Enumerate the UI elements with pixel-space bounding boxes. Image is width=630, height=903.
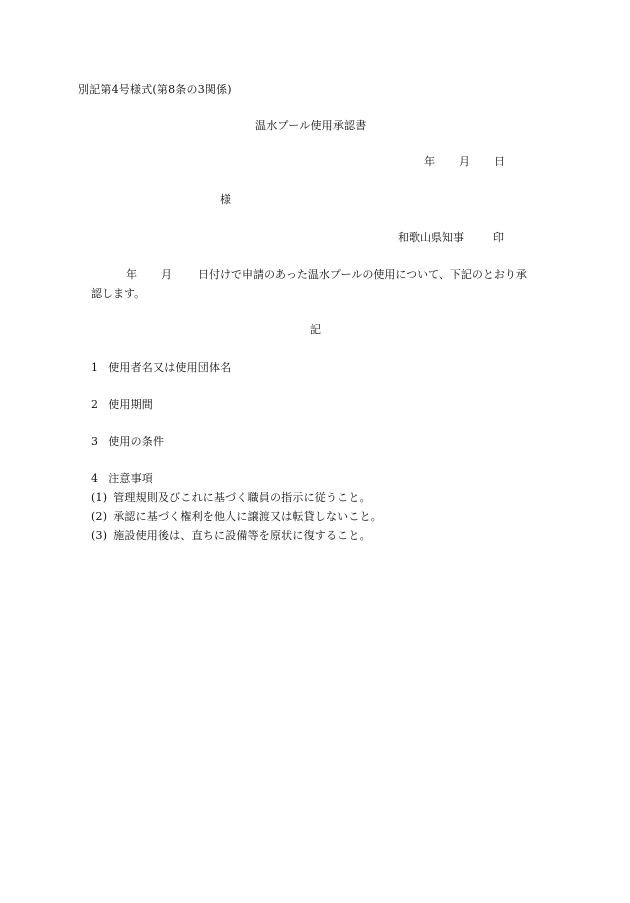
seal-mark: 印 <box>493 231 504 244</box>
item-number: 3 <box>91 435 99 448</box>
list-item <box>91 398 153 412</box>
list-item <box>91 435 164 449</box>
note-number: (3) <box>91 529 108 542</box>
item-number: 4 <box>91 472 99 485</box>
note-text: 承認に基づく権利を他人に譲渡又は転貸しないこと。 <box>113 510 382 523</box>
item-label: 使用の条件 <box>108 435 165 448</box>
body-year-label: 年 <box>126 268 137 281</box>
note-number: (2) <box>91 510 108 523</box>
form-label: 別記第4号様式(第8条の3関係) <box>78 83 232 96</box>
body-text-line1: 日付けで申請のあった温水プールの使用について、下記のとおり承 <box>198 268 527 281</box>
list-item <box>91 472 153 486</box>
item-label: 注意事項 <box>108 472 154 485</box>
item-number: 2 <box>91 398 99 411</box>
body-month-label: 月 <box>161 268 172 281</box>
body-text-line2: 認します。 <box>91 287 146 300</box>
note-number: (1) <box>91 491 108 504</box>
addressee-suffix: 様 <box>220 193 232 206</box>
item-label: 使用者名又は使用団体名 <box>108 361 232 374</box>
issuer-name: 和歌山県知事 <box>398 231 464 244</box>
date-day-label: 日 <box>494 155 505 168</box>
ki-heading: 記 <box>310 323 322 336</box>
item-number: 1 <box>91 361 99 374</box>
note-text: 管理規則及びこれに基づく職員の指示に従うこと。 <box>113 491 371 504</box>
date-year-label: 年 <box>424 155 435 168</box>
list-item <box>91 491 371 505</box>
note-text: 施設使用後は、直ちに設備等を原状に復すること。 <box>113 529 371 542</box>
document-title: 温水プール使用承認書 <box>255 119 367 132</box>
list-item <box>91 510 382 524</box>
item-label: 使用期間 <box>108 398 154 411</box>
date-month-label: 月 <box>459 155 470 168</box>
list-item <box>91 529 371 543</box>
list-item <box>91 361 231 375</box>
